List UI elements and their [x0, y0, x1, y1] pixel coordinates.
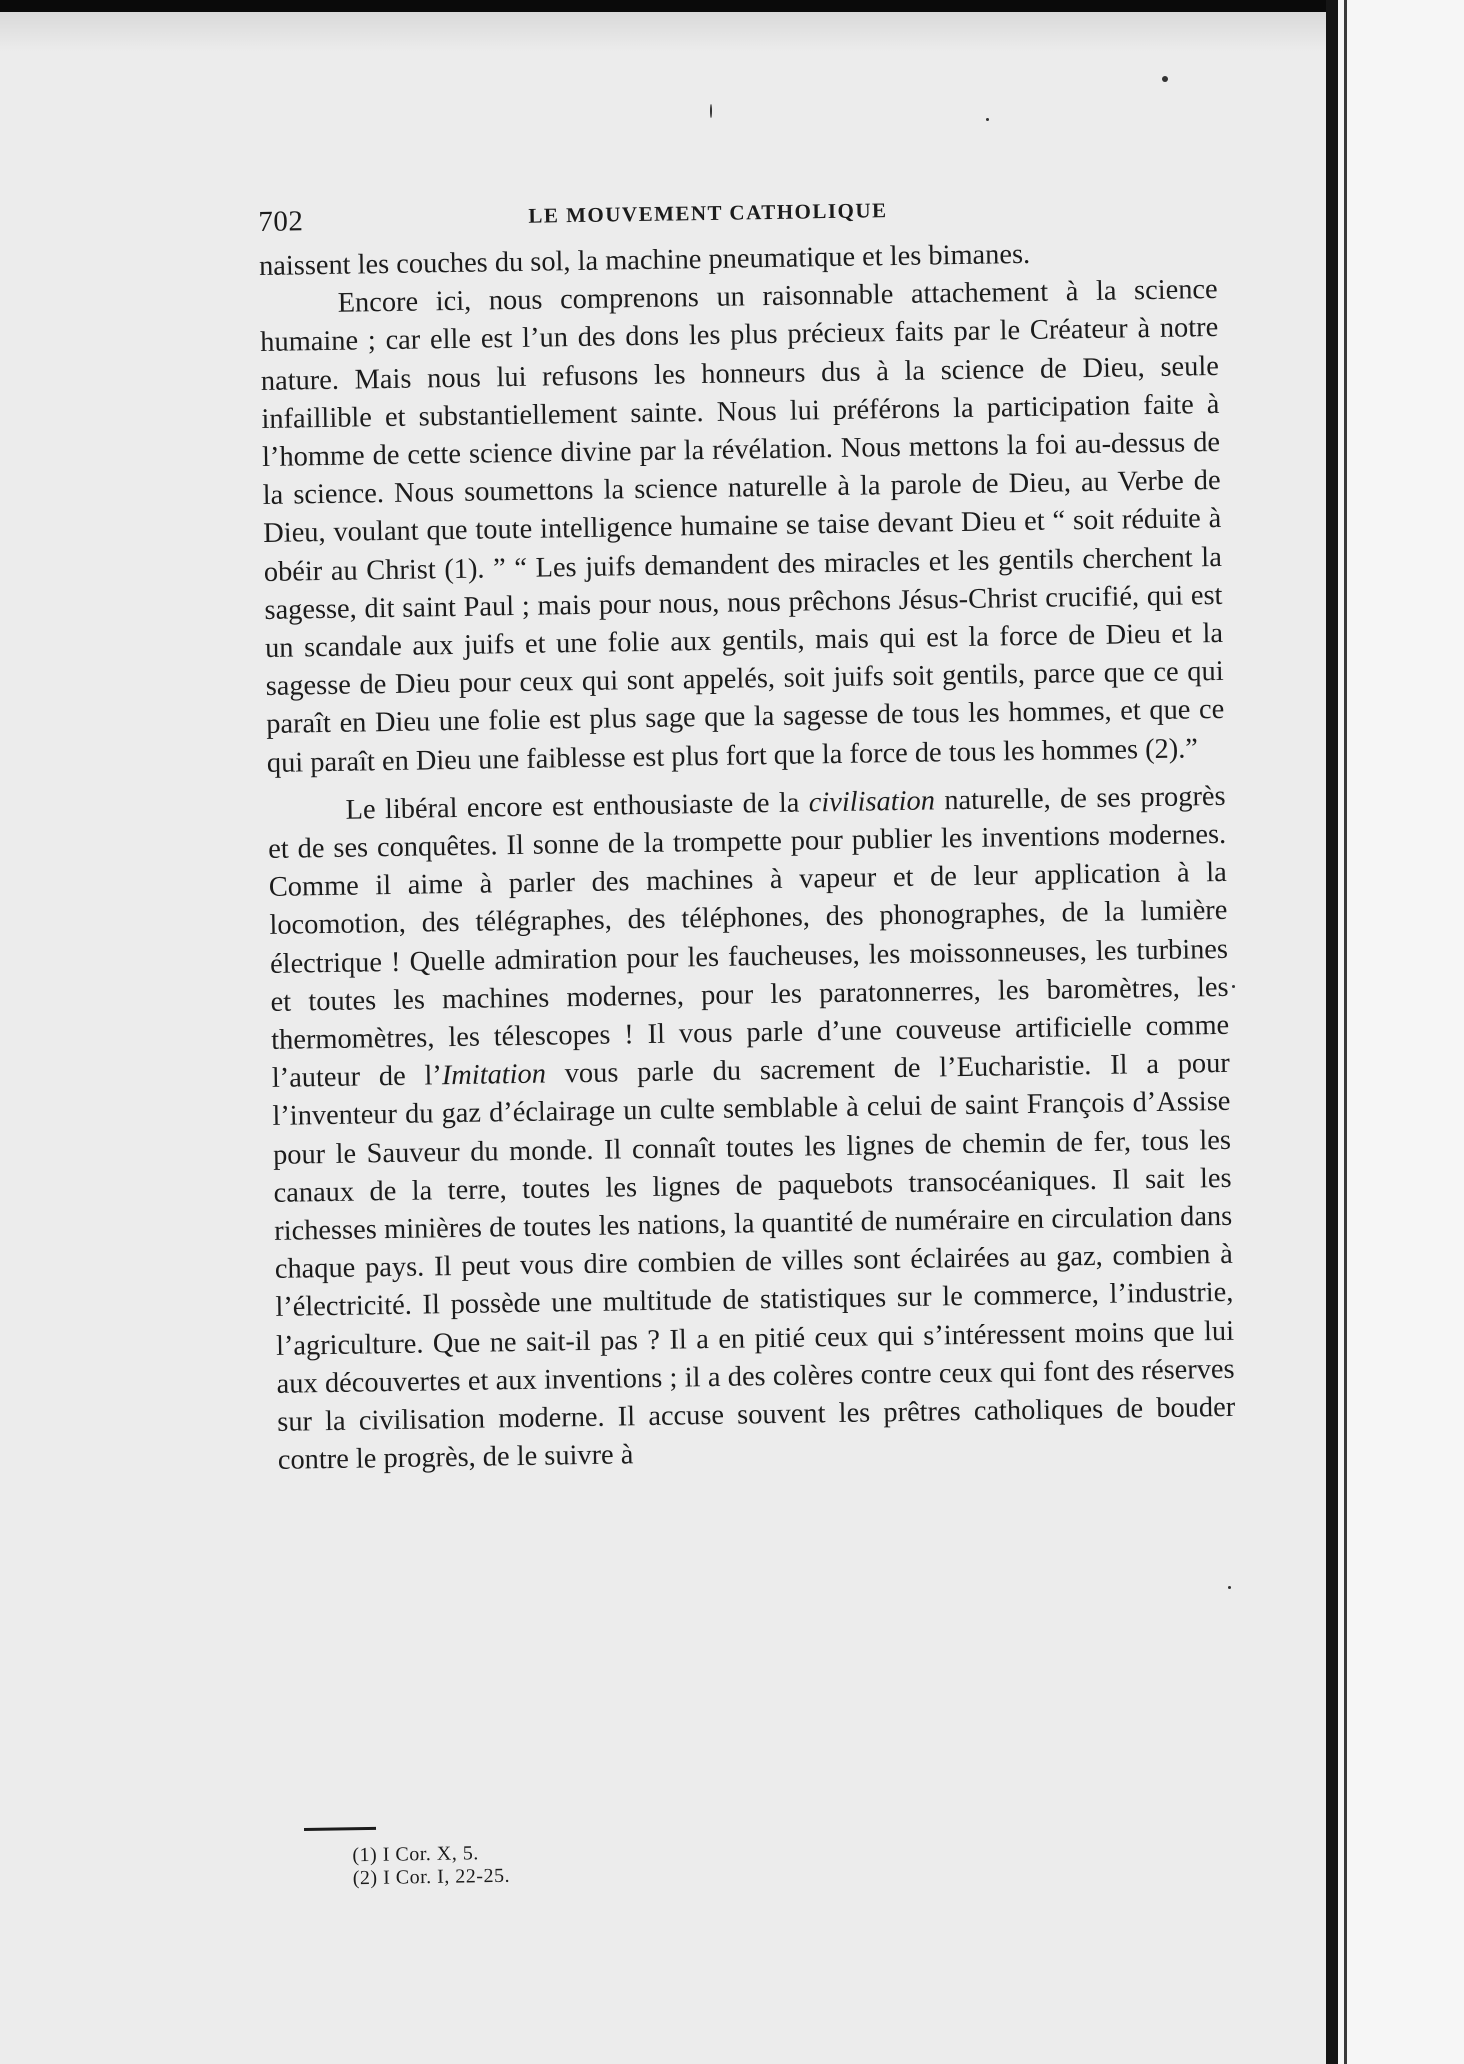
dust-speck — [986, 118, 989, 121]
top-border — [0, 0, 1464, 12]
dust-speck — [1228, 1586, 1231, 1589]
paragraph-3 — [267, 778, 1236, 1481]
imitation-emphasis: Imitation — [441, 1058, 547, 1092]
gutter-edge-inner — [1344, 0, 1347, 2064]
paragraph-3-end: vous parle du sacrement de l’Eucharistie. Il a pour l’inventeur du gaz d’éclairage un culte semblable à celui de saint François d’Assise pour le Sauveur du monde. Il connaît toutes les lignes de chemin de fer, tous les canaux de la terre, toutes les lignes de paquebots transocéaniques. Il sait les richesses minières de toutes les nations, la quantité de numéraire en circulation dans chaque pays. Il peut vous dire combien de villes sont éclairées au gaz, combien à l’électricité. Il possède une multitude de statistiques sur le commerce, l’industrie, l’agriculture. Que ne sait-il pas ? Il a en pitié ceux qui s’intéressent moins que lui aux découvertes et aux inventions ; il a des colères contre ceux qui font des réserves sur la civilisation moderne. Il accuse souvent les prêtres catholiques de bouder contre le progrès, de le suivre à — [272, 1048, 1236, 1477]
page-number: 702 — [258, 205, 304, 238]
top-shadow — [0, 12, 1326, 52]
civilisation-emphasis: civilisation — [808, 785, 936, 819]
footnote-rule — [304, 1827, 376, 1831]
footnote-2: (2) I Cor. I, 22-25. — [352, 1864, 511, 1890]
body-text — [259, 233, 1236, 1480]
paragraph-3-start: Le libéral encore est enthousiaste de la — [345, 787, 809, 826]
dust-speck — [710, 104, 712, 118]
paragraph-1: naissent les couches du sol, la machine pneumatique et les bimanes. — [258, 238, 1031, 282]
dust-speck — [1162, 76, 1168, 82]
running-head: LE MOUVEMENT CATHOLIQUE — [528, 198, 888, 228]
paragraph-2: Encore ici, nous comprenons un raisonnable attachement à la science humaine ; car elle est l’un des dons les plus précieux faits par le Créateur à notre nature. Mais nous lui refusons les honneurs dus à la science de Dieu, seule infaillible et substantiellement sainte. Nous lui préférons la participation faite à l’homme de cette science divine par la révélation. Nous mettons la foi au-dessus de la science. Nous soumettons la science naturelle à la parole de Dieu, au Verbe de Dieu, voulant que toute intelligence humaine se taise devant Dieu et “ soit réduite à obéir au Christ (1). ” “ Les juifs demandent des miracles et les gentils cherchent la sagesse, dit saint Paul ; mais pour nous, nous prêchons Jésus-Christ crucifié, qui est un scandale aux juifs et une folie aux gentils, mais qui est la force de Dieu et la sagesse de Dieu pour ceux qui sont appelés, soit juifs soit gentils, parce que ce qui paraît en Dieu une folie est plus sage que la sagesse de tous les hommes, et que ce qui paraît en Dieu une faiblesse est plus fort que la force de tous les hommes (2).” — [260, 274, 1225, 779]
footnotes — [304, 1820, 805, 1891]
footnote-1: (1) I Cor. X, 5. — [352, 1842, 479, 1867]
paragraph-3-middle: naturelle, de ses progrès et de ses conquêtes. Il sonne de la trompette pour publier les inventions modernes. Comme il aime à parler des machines à vapeur et de leur application à la locomotion, des télégraphes, des téléphones, des phonographes, de la lumière électrique ! Quelle admiration pour les faucheuses, les moissonneuses, les turbines et toutes les machines modernes, pour les paratonnerres, les baromètres, les thermomètres, les télescopes ! Il vous parle d’une couveuse artificielle comme l’auteur de l’ — [268, 780, 1230, 1095]
dust-speck — [1232, 985, 1235, 988]
gutter-edge — [1326, 0, 1338, 2064]
main-text-block — [258, 181, 1236, 1480]
